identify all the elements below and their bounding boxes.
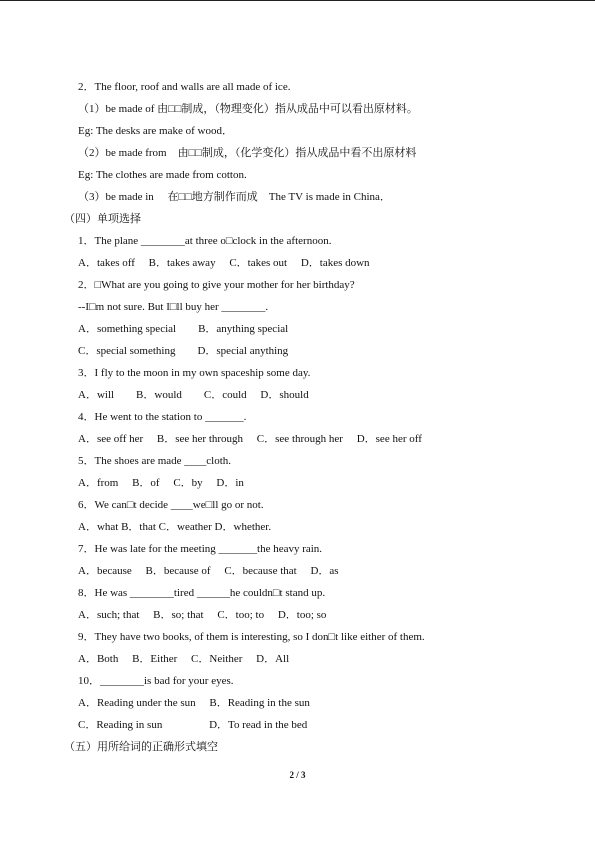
question-6: 6．We can□t decide ____we□ll go or not. bbox=[78, 499, 264, 511]
question-2-reply: --I□m not sure. But I□ll buy her ________. bbox=[78, 301, 269, 313]
page-number: 2 / 3 bbox=[289, 770, 306, 780]
item-2-sentence: 2．The floor, roof and walls are all made of ice. bbox=[78, 81, 291, 93]
note-made-from: （2）be made from 由□□制成，（化学变化）指从成品中看不出原材料 bbox=[78, 147, 417, 159]
section-four-heading: （四）单项选择 bbox=[64, 213, 141, 225]
question-7-options: A．because B．because of C．because that D．as bbox=[78, 565, 339, 577]
question-10-options-cd: C．Reading in sun D．To read in the bed bbox=[78, 719, 308, 731]
question-9: 9．They have two books, of them is interesting, so I don□t like either of them. bbox=[78, 631, 425, 643]
question-3-options: A．will B．would C．could D．should bbox=[78, 389, 309, 401]
example-made-of: Eg: The desks are make of wood． bbox=[78, 125, 233, 137]
note-made-in: （3）be made in 在□□地方制作而成 The TV is made in China． bbox=[78, 191, 391, 203]
section-five-heading: （五）用所给词的正确形式填空 bbox=[64, 741, 218, 753]
question-2-options-cd: C．special something D．special anything bbox=[78, 345, 289, 357]
question-3: 3．I fly to the moon in my own spaceship some day. bbox=[78, 367, 311, 379]
question-10-options-ab: A．Reading under the sun B．Reading in the sun bbox=[78, 697, 310, 709]
question-6-options: A．what B．that C．weather D．whether. bbox=[78, 521, 272, 533]
question-5-options: A．from B．of C．by D．in bbox=[78, 477, 244, 489]
question-5: 5．The shoes are made ____cloth. bbox=[78, 455, 232, 467]
question-8-options: A．such; that B．so; that C．too; to D．too; so bbox=[78, 609, 327, 621]
question-2-options-ab: A．something special B．anything special bbox=[78, 323, 289, 335]
question-9-options: A．Both B．Either C．Neither D．All bbox=[78, 653, 290, 665]
question-8: 8．He was ________tired ______he couldn□t stand up. bbox=[78, 587, 326, 599]
question-10: 10．________is bad for your eyes. bbox=[78, 675, 234, 687]
question-1: 1．The plane ________at three o□clock in the afternoon. bbox=[78, 235, 332, 247]
question-1-options: A．takes off B．takes away C．takes out D．takes down bbox=[78, 257, 370, 269]
question-4: 4．He went to the station to _______. bbox=[78, 411, 247, 423]
question-4-options: A．see off her B．see her through C．see through her D．see her off bbox=[78, 433, 422, 445]
page-top-border bbox=[0, 0, 595, 1]
example-made-from: Eg: The clothes are made from cotton. bbox=[78, 169, 247, 181]
question-7: 7．He was late for the meeting _______the heavy rain. bbox=[78, 543, 323, 555]
question-2: 2．□What are you going to give your mother for her birthday? bbox=[78, 279, 355, 291]
note-made-of: （1）be made of 由□□制成，（物理变化）指从成品中可以看出原材料。 bbox=[78, 103, 418, 115]
